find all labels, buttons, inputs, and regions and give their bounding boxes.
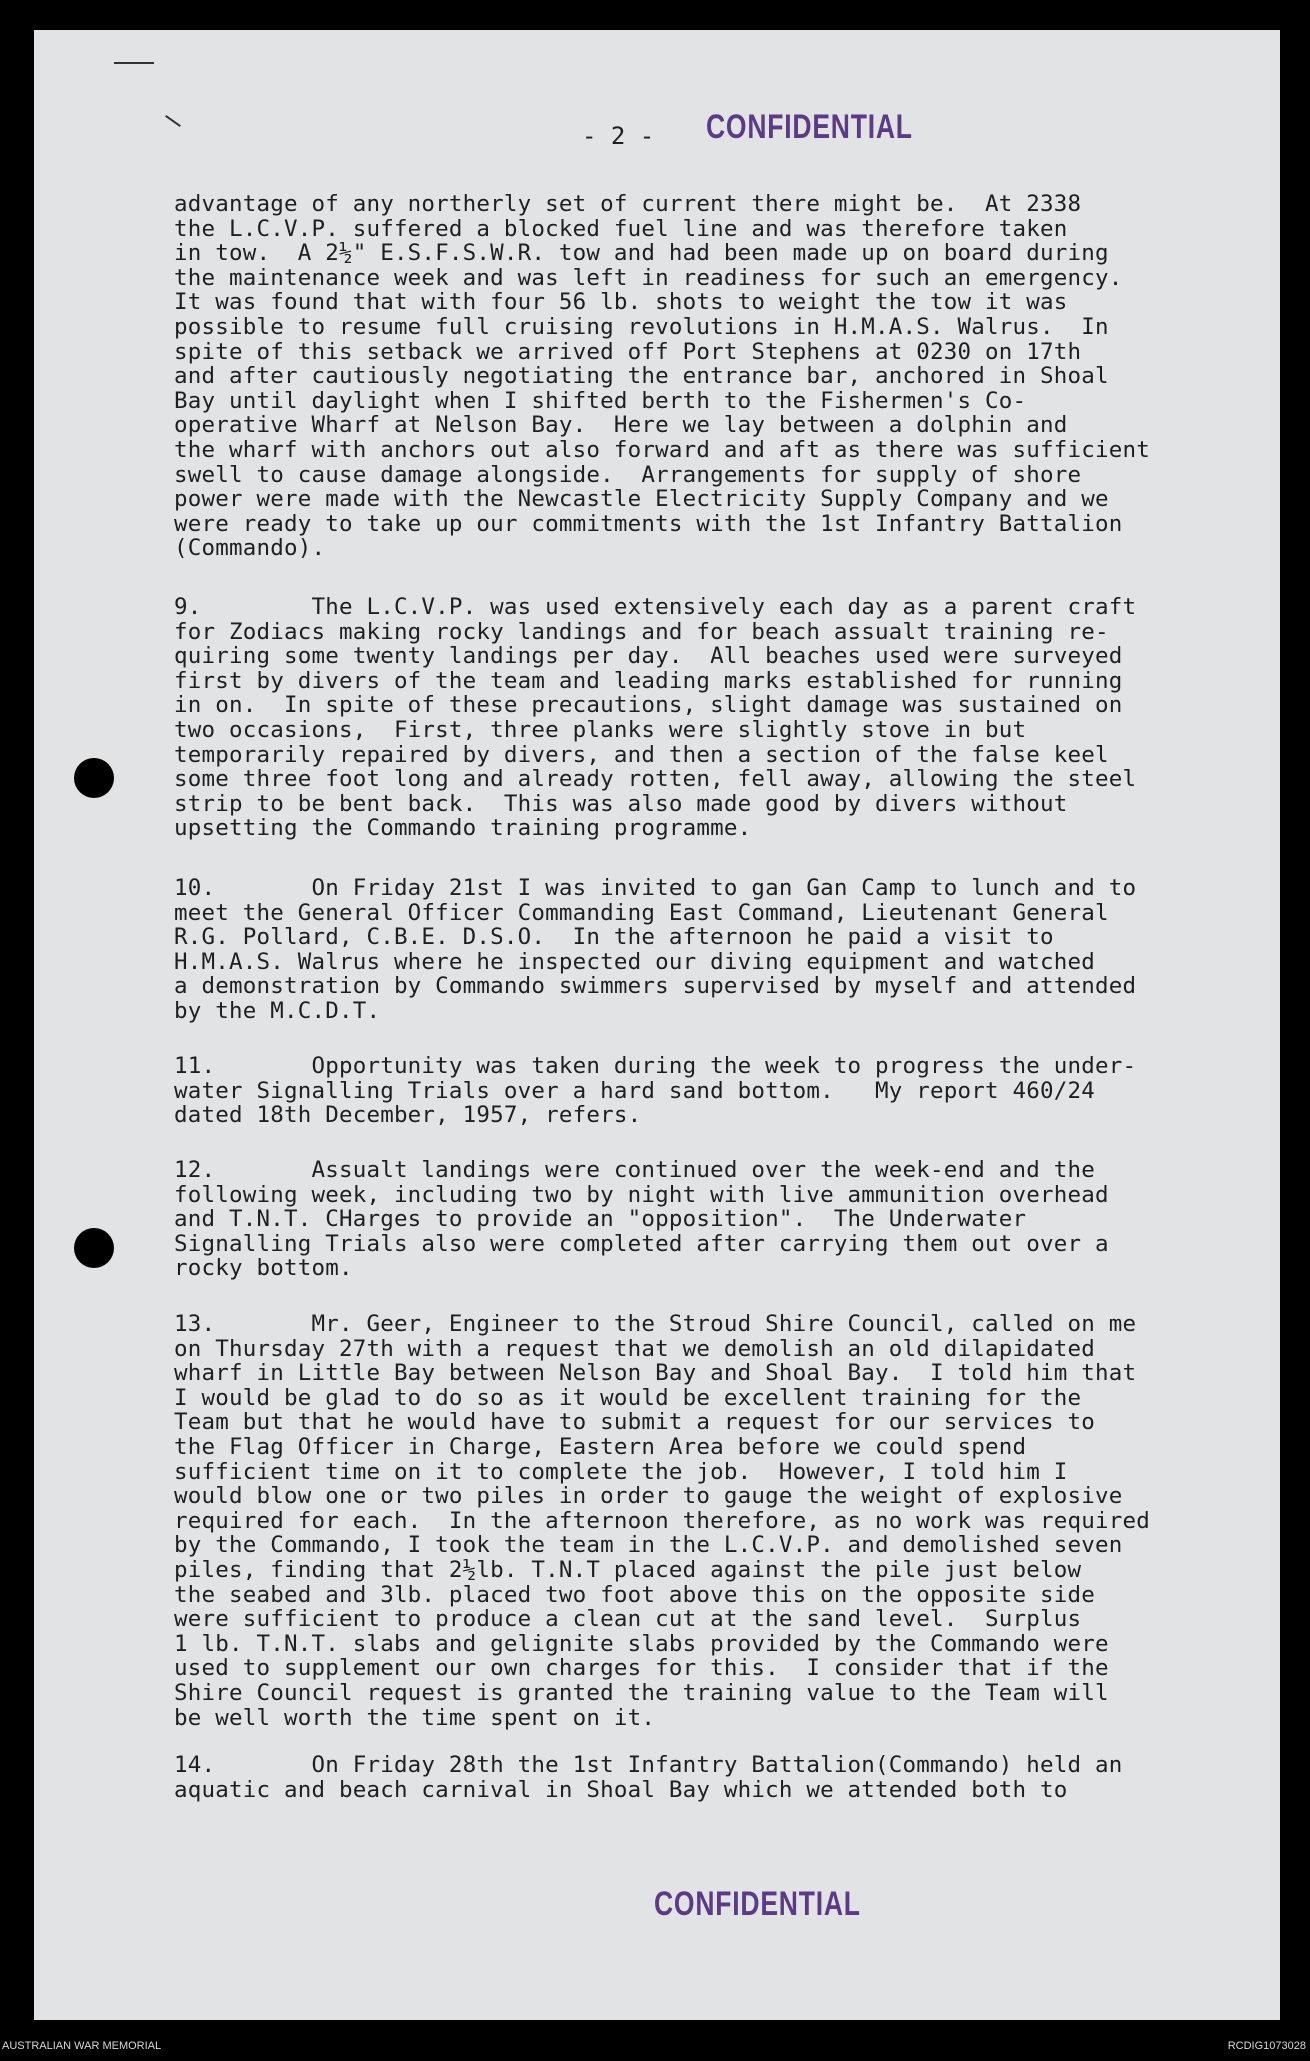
text-line: for Zodiacs making rocky landings and for beach assualt training re- — [174, 618, 1109, 645]
paragraph-13 — [174, 1312, 1254, 1730]
pencil-mark — [165, 115, 181, 127]
page-number: - 2 - — [582, 122, 655, 150]
paragraph-8-continued — [174, 192, 1254, 561]
text-line: the wharf with anchors out also forward and aft as there was sufficient — [174, 436, 1150, 463]
text-line: the maintenance week and was left in readiness for such an emergency. — [174, 264, 1123, 291]
punch-hole — [74, 758, 114, 798]
text-line: quiring some twenty landings per day. All beaches used were surveyed — [174, 643, 1123, 670]
text-line: (Commando). — [174, 535, 326, 562]
text-line: upsetting the Commando training programme. — [174, 815, 752, 842]
text-line: were sufficient to produce a clean cut at the sand level. Surplus — [174, 1606, 1082, 1633]
text-line: temporarily repaired by divers, and then a section of the false keel — [174, 741, 1109, 768]
text-line: 9. The L.C.V.P. was used extensively each day as a parent craft — [174, 594, 1137, 620]
text-line: used to supplement our own charges for this. I consider that if the — [174, 1655, 1109, 1682]
text-line: Team but that he would have to submit a request for our services to — [174, 1409, 1095, 1436]
confidential-stamp-bottom: CONFIDENTIAL — [654, 1885, 861, 1923]
text-line: and after cautiously negotiating the entrance bar, anchored in Shoal — [174, 363, 1109, 390]
text-line: It was found that with four 56 lb. shots to weight the tow it was — [174, 289, 1068, 316]
text-line: Signalling Trials also were completed after carrying them out over a — [174, 1230, 1109, 1257]
text-line: operative Wharf at Nelson Bay. Here we lay between a dolphin and — [174, 412, 1068, 439]
text-line: required for each. In the afternoon therefore, as no work was required — [174, 1507, 1150, 1534]
text-line: and T.N.T. CHarges to provide an "opposition". The Underwater — [174, 1206, 1027, 1233]
text-line: water Signalling Trials over a hard sand bottom. My report 460/24 — [174, 1077, 1095, 1104]
text-line: in tow. A 2½" E.S.F.S.W.R. tow and had been made up on board during — [174, 240, 1109, 267]
text-line: a demonstration by Commando swimmers supervised by myself and attended — [174, 973, 1137, 1000]
text-line: swell to cause damage alongside. Arrangements for supply of shore — [174, 461, 1082, 488]
punch-hole — [74, 1228, 114, 1268]
text-line: 1 lb. T.N.T. slabs and gelignite slabs provided by the Commando were — [174, 1630, 1109, 1657]
text-line: be well worth the time spent on it. — [174, 1704, 656, 1731]
text-line: spite of this setback we arrived off Port Stephens at 0230 on 17th — [174, 338, 1082, 365]
archive-label-left: AUSTRALIAN WAR MEMORIAL — [2, 2040, 162, 2052]
document-page — [34, 30, 1280, 2020]
text-line: on Thursday 27th with a request that we demolish an old dilapidated — [174, 1335, 1095, 1362]
text-line: possible to resume full cruising revolutions in H.M.A.S. Walrus. In — [174, 313, 1109, 340]
text-line: piles, finding that 2½lb. T.N.T placed against the pile just below — [174, 1556, 1082, 1583]
text-line: advantage of any northerly set of current there might be. At 2338 — [174, 191, 1082, 217]
text-line: strip to be bent back. This was also made good by divers without — [174, 790, 1068, 817]
pencil-mark — [114, 62, 154, 64]
paragraph-14 — [174, 1753, 1254, 1802]
text-line: 11. Opportunity was taken during the week to progress the under- — [174, 1053, 1137, 1079]
paragraph-11 — [174, 1054, 1254, 1128]
text-line: 12. Assualt landings were continued over the week-end and the — [174, 1157, 1095, 1183]
text-line: meet the General Officer Commanding East Command, Lieutenant General — [174, 899, 1109, 926]
text-line: 13. Mr. Geer, Engineer to the Stroud Shire Council, called on me — [174, 1311, 1137, 1337]
paragraph-10 — [174, 876, 1254, 1024]
text-line: following week, including two by night with live ammunition overhead — [174, 1181, 1109, 1208]
paragraph-12 — [174, 1158, 1254, 1281]
text-line: rocky bottom. — [174, 1255, 353, 1282]
text-line: Bay until daylight when I shifted berth to the Fishermen's Co- — [174, 387, 1027, 414]
text-line: two occasions, First, three planks were slightly stove in but — [174, 716, 1027, 743]
text-line: wharf in Little Bay between Nelson Bay and Shoal Bay. I told him that — [174, 1360, 1137, 1387]
text-line: by the M.C.D.T. — [174, 997, 381, 1024]
text-line: aquatic and beach carnival in Shoal Bay which we attended both to — [174, 1776, 1068, 1803]
text-line: the Flag Officer in Charge, Eastern Area before we could spend — [174, 1433, 1027, 1460]
confidential-stamp-top: CONFIDENTIAL — [706, 108, 913, 146]
text-line: the L.C.V.P. suffered a blocked fuel line and was therefore taken — [174, 215, 1068, 242]
text-line: I would be glad to do so as it would be excellent training for the — [174, 1384, 1082, 1411]
text-line: the seabed and 3lb. placed two foot above this on the opposite side — [174, 1581, 1095, 1608]
archive-label-right: RCDIG1073028 — [1227, 2040, 1306, 2052]
paragraph-9 — [174, 595, 1254, 841]
text-line: in on. In spite of these precautions, slight damage was sustained on — [174, 692, 1123, 719]
text-line: R.G. Pollard, C.B.E. D.S.O. In the afternoon he paid a visit to — [174, 924, 1054, 951]
text-line: first by divers of the team and leading marks established for running — [174, 667, 1123, 694]
text-line: dated 18th December, 1957, refers. — [174, 1102, 642, 1129]
text-line: sufficient time on it to complete the job. However, I told him I — [174, 1458, 1068, 1485]
text-line: were ready to take up our commitments with the 1st Infantry Battalion — [174, 510, 1123, 537]
text-line: power were made with the Newcastle Electricity Supply Company and we — [174, 486, 1109, 513]
text-line: 10. On Friday 21st I was invited to gan Gan Camp to lunch and to — [174, 875, 1137, 901]
text-line: H.M.A.S. Walrus where he inspected our diving equipment and watched — [174, 948, 1095, 975]
text-line: by the Commando, I took the team in the L.C.V.P. and demolished seven — [174, 1532, 1123, 1559]
text-line: 14. On Friday 28th the 1st Infantry Battalion(Commando) held an — [174, 1752, 1123, 1778]
text-line: Shire Council request is granted the training value to the Team will — [174, 1679, 1109, 1706]
text-line: would blow one or two piles in order to gauge the weight of explosive — [174, 1483, 1123, 1510]
text-line: some three foot long and already rotten, fell away, allowing the steel — [174, 766, 1137, 793]
